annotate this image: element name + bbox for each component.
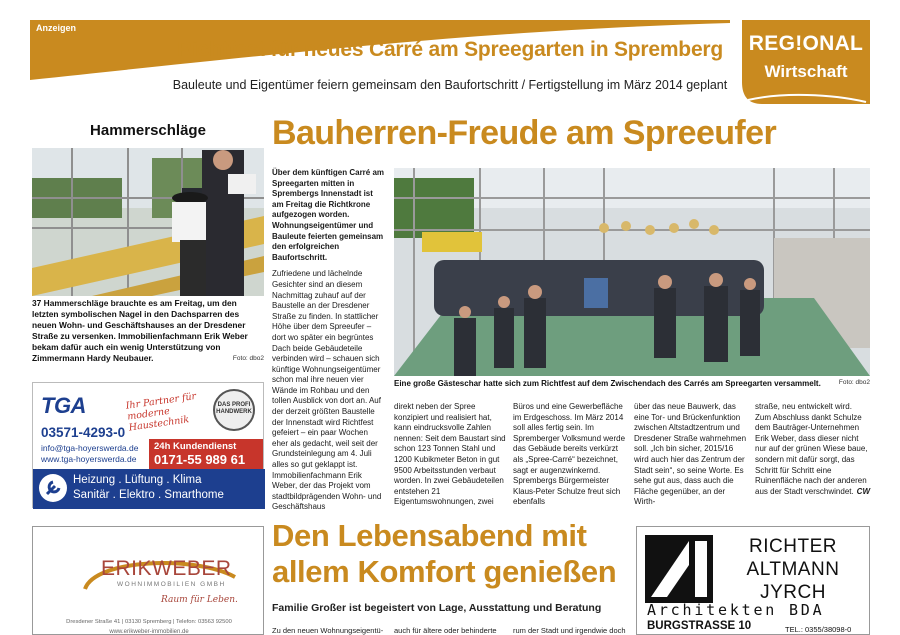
erikweber-address: Dresdener Straße 41 | 03130 Spremberg | Telefon: 03563 92500 [66,619,232,625]
tga-contact [41,443,138,465]
erikweber-advertisement[interactable] [32,526,264,635]
second-article-title-line1: Den Lebensabend mit [272,518,587,553]
architekten-name-2: ALTMANN [746,559,840,580]
erikweber-website[interactable]: www.erikweber-immobilien.de [109,629,189,635]
architekten-name-1: RICHTER [749,536,837,557]
second-article-subtitle: Familie Großer ist begeistert von Lage, Ausstattung und Beratung [272,602,602,614]
author-signature: CW [856,486,870,496]
second-article-col3: rum der Stadt und irgendwie doch [513,626,626,635]
main-article-col5-text: straße, neu entwickelt wird. Zum Abschluss dankt Schulze dem Bauträger-Unternehmen Erik Weber, dass dieser nicht nur auf der grünen Wiese baue, sondern mit dafür sorgt, das Schritt für Schritt eine Ruinenfläche nach der anderen aus der Stadt verschwindet. [755,402,868,496]
profi-handwerk-badge: DAS PROFI HANDWERK [213,389,255,431]
erikweber-subline: WOHNIMMOBILIEN GMBH [117,581,226,588]
photo-caption [394,379,870,388]
tga-email[interactable]: info@tga-hoyerswerda.de [41,443,139,453]
tga-service-label: 24h Kundendienst [154,441,237,452]
tga-tool-icon [39,474,67,502]
tga-logo: TGA [41,393,86,418]
main-article-col2: direkt neben der Spree konzipiert und realisiert hat, kann eindrucksvolle Zahlen nennen: Seit dem Baustart sind schon 123 Tonnen Stahl und 1200 Kubikmeter Beton in gut 9500 Arbeitsstunden verbaut worden. In zwei Gebäudeteilen entstehen 21 Eigentumswohnungen, zwei [394,402,506,507]
tga-website[interactable]: www.tga-hoyerswerda.de [41,454,137,464]
hammer-caption [32,298,264,364]
second-article-col1: Zu den neuen Wohnungseigentü- [272,626,384,635]
tga-services [73,473,224,503]
tga-phone: 03571-4293-0 [41,425,126,440]
hammer-caption-text: 37 Hammerschläge brauchte es am Freitag, um den letzten symbolischen Nagel in den Dachsparren des neuen Wohn- und Geschäftshauses an der Dresdener Straße zu versenken. Immobilienfachmann Erik Weber bekam dafür auch ein wenig Unterstützung von Zimmermann Hardy Neubauer. [32,298,248,363]
tga-slogan: Ihr Partner für moderne Haustechnik [125,390,197,434]
tga-service-phone: 0171-55 989 61 [154,452,246,467]
architekten-profession: Architekten BDA [647,601,825,619]
main-article-body-1: Zufriedene und lächelnde Gesichter sind an diesem Nachmittag zuhauf auf der Baustelle an der Dresdener Straße zu finden. In stattlicher Höhe über dem Spreeufer – dort wo später ein begrüntes Dach beide Gebäudeteile verbinden wird – schauen sich künftige Wohnungseigentümer schon mal ihre neuen vier Wände im Rohbau und den tollen Ausblick von dort an. Auf der derzeit größten Baustelle der Innenstadt wird Richtfest gefeiert – ein paar Wochen eher als gedacht, weil seit der Grundsteinlegung am 4. Juli alles so gut geklappt ist. Immobilienfachmann Erik Weber, der das Projekt vom stadtbildprägenden Wohn- und Geschäftshaus [272,269,382,512]
architekten-advertisement[interactable] [636,526,870,635]
hammer-photo [32,148,264,296]
erikweber-name: ERIKWEBER [101,557,232,580]
architekten-street: BURGSTRASSE 10 [647,620,752,632]
architekten-phone: TEL.: 0355/38098-0 [785,625,852,634]
main-article-col4: über das neue Bauwerk, das eine Tor- und Brückenfunktion zwischen Altstadtzentrum und Dresdener Straße wahrnehmen soll. „Ich bin sicher, 2015/16 wird auch hier das Zentrum der Stadt sein“, so seine Worte. Es sehe gut aus, dass auch die Fläche gegenüber, an der Wirth- [634,402,747,507]
architekten-name-3: JYRCH [760,582,826,603]
main-article-lead: Über dem künftigen Carré am Spreegarten mitten in Sprembergs Innenstadt ist am Freitag die Richtkrone aufgezogen worden. Wohnungseigentümer und Bauleute feierten gemeinsam den erfolgreichen Baufortschritt. [272,168,385,262]
page-title: Richtfest für neues Carré am Spreegarten in Spremberg [176,38,724,61]
tga-service-box [149,439,263,469]
richtfest-photo [394,168,870,376]
photo-credit-main: Foto: dbo2 [838,379,870,386]
tga-services-bar [33,469,265,509]
tga-advertisement[interactable] [32,382,264,508]
second-article-col2: auch für ältere oder behinderte [394,626,497,635]
main-article-col1 [272,168,386,512]
second-article-title [272,518,616,590]
side-article-title: Hammerschläge [90,122,206,139]
tga-services-line2: Sanitär . Elektro . Smarthome [73,489,224,501]
tga-services-line1: Heizung . Lüftung . Klima [73,474,202,486]
main-article-col5 [755,402,870,498]
architekten-names [719,535,867,604]
photo-caption-text: Eine große Gästeschar hatte sich zum Richtfest auf dem Zwischendach des Carrés am Spreegarten versammelt. [394,379,821,388]
page-subtitle: Bauleute und Eigentümer feiern gemeinsam den Baufortschritt / Fertigstellung im März 2014 geplant [172,78,728,92]
architekten-logo [645,535,713,603]
photo-credit: Foto: dbo2 [232,355,264,362]
section-label: Anzeigen [36,23,77,33]
badge-wirtschaft-text: Wirtschaft [764,62,848,81]
second-article-title-line2: allem Komfort genießen [272,554,617,589]
badge-regional-text: REG!ONAL [748,32,864,55]
main-article-title: Bauherren-Freude am Spreeufer [272,114,777,152]
main-article-col3: Büros und eine Gewerbefläche im Erdgeschoss. Im März 2014 soll alles fertig sein. Im Spremberger Volksmund werde das Gebäude bereits verkürzt als „Spree-Carré“ bezeichnet, sagt er augenzwinkernd. Sprembergs Bürgermeister Klaus-Peter Schulze freut sich ebenfalls [513,402,626,507]
erikweber-slogan: Raum für Leben. [161,595,238,605]
